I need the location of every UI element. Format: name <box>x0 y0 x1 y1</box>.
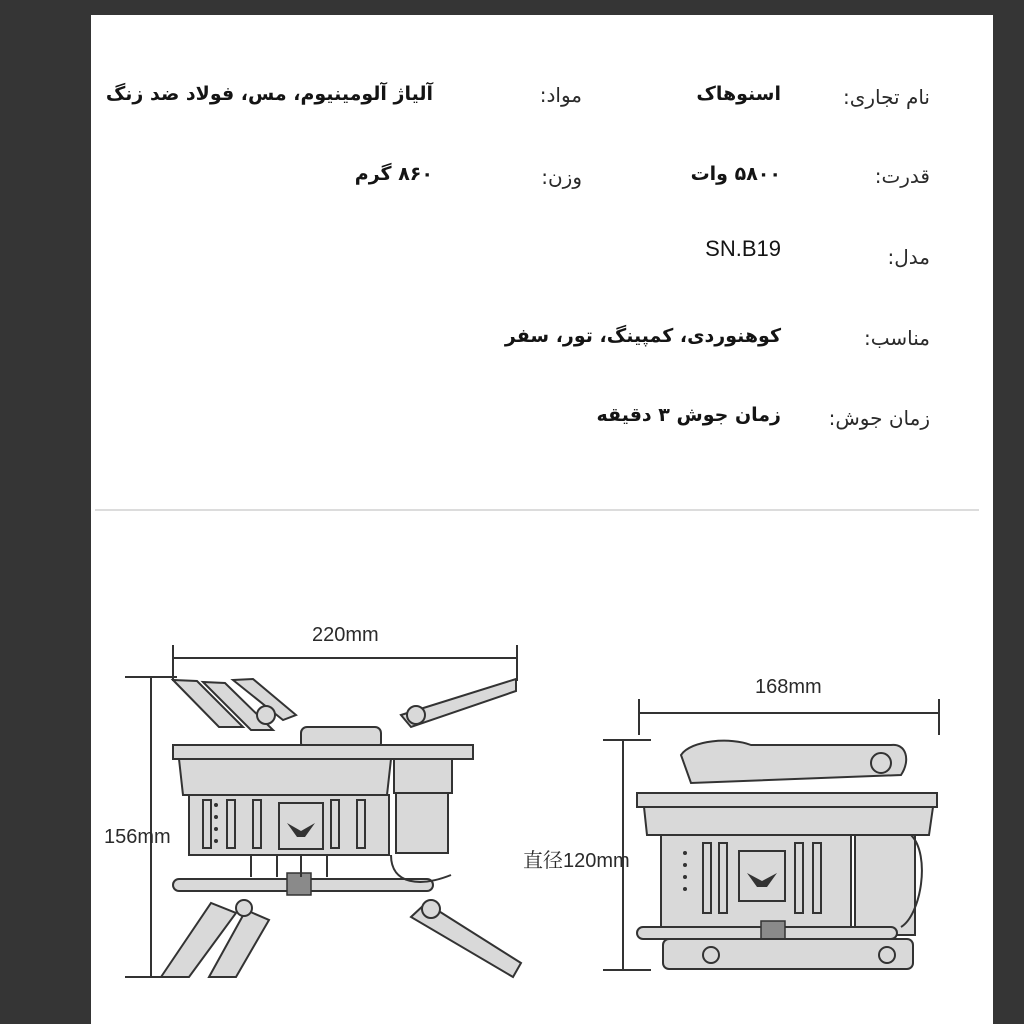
right-width-dimension: 168mm <box>755 676 822 698</box>
material-value: آلیاژ آلومینیوم، مس، فولاد ضد زنگ <box>105 83 433 105</box>
right-diameter-dimension: 直径120mm <box>523 850 630 872</box>
material-label: مواد: <box>539 83 582 107</box>
suitable-label: مناسب: <box>864 326 930 350</box>
brand-value: اسنوهاک <box>696 83 781 105</box>
product-spec-page <box>91 15 993 1024</box>
boil-time-value: زمان جوش ۳ دقیقه <box>596 404 781 426</box>
weight-value: ۸۶۰ گرم <box>354 163 433 185</box>
stove-front-view <box>161 679 521 977</box>
brand-label: نام تجاری: <box>842 85 930 109</box>
left-width-dimension: 220mm <box>312 624 379 646</box>
suitable-value: کوهنوردی، کمپینگ، تور، سفر <box>504 325 781 347</box>
model-label: مدل: <box>887 245 930 269</box>
weight-label: وزن: <box>541 165 582 189</box>
stove-side-view <box>637 741 937 969</box>
power-label: قدرت: <box>874 164 930 188</box>
model-value: SN.B19 <box>705 236 781 261</box>
left-height-dimension: 156mm <box>104 826 171 848</box>
power-value: ۵۸۰۰ وات <box>690 163 781 185</box>
boil-time-label: زمان جوش: <box>828 406 930 430</box>
